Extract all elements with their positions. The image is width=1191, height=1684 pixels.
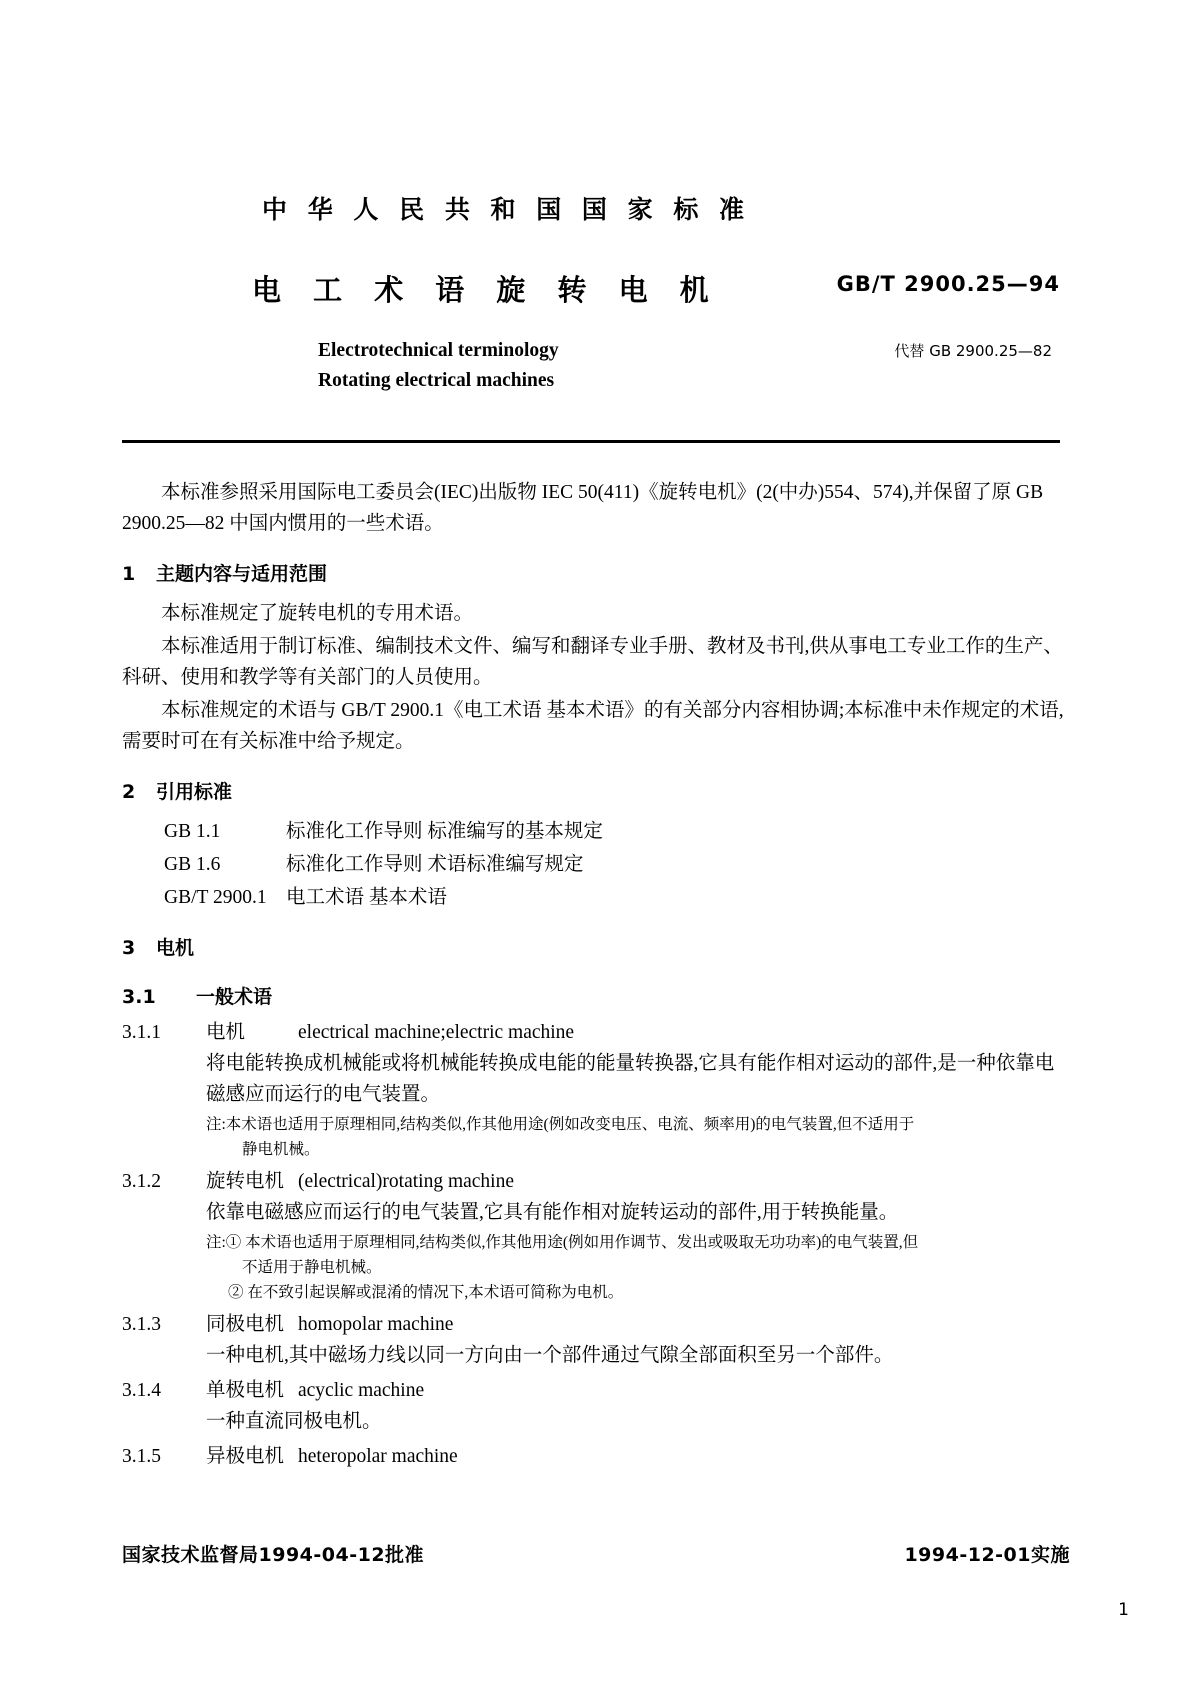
- standard-title-row: [122, 268, 1070, 314]
- reference-name: 电工术语 基本术语: [286, 887, 447, 908]
- masthead: [122, 190, 1070, 443]
- term-chinese: 异极电机: [206, 1446, 285, 1467]
- term-number: 3.1.5: [122, 1446, 161, 1467]
- section-2-number: 2: [122, 781, 136, 803]
- reference-name: 标准化工作导则 术语标准编写规定: [286, 854, 584, 875]
- reference-item: [164, 849, 1070, 880]
- national-standard-title: 中 华 人 民 共 和 国 国 家 标 准: [262, 195, 751, 224]
- reference-code: GB 1.6: [164, 854, 221, 875]
- header-divider: [122, 440, 1060, 443]
- section-1-heading: [122, 559, 1070, 590]
- term-definition: 一种直流同极电机。: [206, 1411, 382, 1432]
- term-chinese: 单极电机: [206, 1380, 285, 1401]
- section-2-heading: [122, 777, 1070, 808]
- standard-title: 电 工 术 语 旋 转 电 机: [252, 273, 720, 307]
- page-content: [122, 0, 1070, 1472]
- term-number: 3.1.4: [122, 1380, 161, 1401]
- term-number: 3.1.1: [122, 1022, 161, 1043]
- reference-code: GB/T 2900.1: [164, 887, 267, 908]
- intro-paragraph: 本标准参照采用国际电工委员会(IEC)出版物 IEC 50(411)《旋转电机》(2(中办)554、574),并保留了原 GB 2900.25—82 中国内惯用的一些术语。: [122, 482, 1044, 534]
- term-note-continuation: 静电机械。: [242, 1141, 320, 1158]
- term-entry: [122, 1309, 1070, 1340]
- term-note: 注:① 本术语也适用于原理相同,结构类似,作其他用途(例如用作调节、发出或吸取无功功率)的电气装置,但: [206, 1234, 919, 1251]
- section-1-title: 主题内容与适用范围: [156, 563, 328, 585]
- page-footer: [122, 1540, 1070, 1567]
- section-1-paragraph-1: 本标准规定了旋转电机的专用术语。: [161, 603, 474, 624]
- replaces-note: 代替 GB 2900.25—82: [894, 342, 1052, 360]
- term-english: acyclic machine: [298, 1380, 425, 1401]
- term-english: homopolar machine: [298, 1314, 454, 1335]
- term-number: 3.1.2: [122, 1171, 161, 1192]
- english-title-block: [122, 336, 1070, 396]
- term-definition: 将电能转换成机械能或将机械能转换成电能的能量转换器,它具有能作相对运动的部件,是一种依靠电磁感应而运行的电气装置。: [206, 1053, 1055, 1105]
- section-1-number: 1: [122, 563, 136, 585]
- section-3-number: 3: [122, 937, 136, 959]
- term-english: heteropolar machine: [298, 1446, 458, 1467]
- term-english: electrical machine;electric machine: [298, 1022, 575, 1043]
- section-3-heading: [122, 933, 1070, 964]
- section-3-1-heading: [122, 982, 1070, 1013]
- reference-item: [164, 882, 1070, 913]
- reference-name: 标准化工作导则 标准编写的基本规定: [286, 821, 603, 842]
- section-1-paragraph-3: 本标准规定的术语与 GB/T 2900.1《电工术语 基本术语》的有关部分内容相协调;本标准中未作规定的术语,需要时可在有关标准中给予规定。: [122, 700, 1064, 752]
- section-3-1-title: 一般术语: [196, 986, 273, 1008]
- section-1-paragraph-2: 本标准适用于制订标准、编制技术文件、编写和翻译专业手册、教材及书刊,供从事电工专业工作的生产、科研、使用和教学等有关部门的人员使用。: [122, 636, 1063, 688]
- section-3-1-number: 3.1: [122, 986, 156, 1008]
- term-definition: 依靠电磁感应而运行的电气装置,它具有能作相对旋转运动的部件,用于转换能量。: [206, 1202, 899, 1223]
- english-title-line2: Rotating electrical machines: [318, 370, 555, 391]
- term-chinese: 电机: [206, 1022, 246, 1043]
- term-entry: [122, 1441, 1070, 1472]
- term-chinese: 同极电机: [206, 1314, 285, 1335]
- implementation-note: 1994-12-01实施: [904, 1544, 1070, 1566]
- page-number: 1: [1118, 1600, 1129, 1620]
- reference-item: [164, 816, 1070, 847]
- term-entry: [122, 1017, 1070, 1048]
- term-entry: [122, 1166, 1070, 1197]
- term-note-second: ② 在不致引起误解或混淆的情况下,本术语可简称为电机。: [228, 1284, 624, 1301]
- reference-code: GB 1.1: [164, 821, 221, 842]
- document-body: [122, 477, 1070, 1472]
- standard-number: GB/T 2900.25—94: [836, 272, 1060, 296]
- term-definition: 一种电机,其中磁场力线以同一方向由一个部件通过气隙全部面积至另一个部件。: [206, 1345, 894, 1366]
- section-2-title: 引用标准: [156, 781, 233, 803]
- english-title-line1: Electrotechnical terminology: [318, 340, 559, 361]
- term-chinese: 旋转电机: [206, 1171, 285, 1192]
- term-entry: [122, 1375, 1070, 1406]
- term-note-continuation: 不适用于静电机械。: [242, 1259, 382, 1276]
- term-note: 注:本术语也适用于原理相同,结构类似,作其他用途(例如改变电压、电流、频率用)的电气装置,但不适用于: [206, 1116, 915, 1133]
- section-3-title: 电机: [156, 937, 195, 959]
- term-number: 3.1.3: [122, 1314, 161, 1335]
- approval-note: 国家技术监督局1994-04-12批准: [122, 1544, 425, 1566]
- term-english: (electrical)rotating machine: [298, 1171, 515, 1192]
